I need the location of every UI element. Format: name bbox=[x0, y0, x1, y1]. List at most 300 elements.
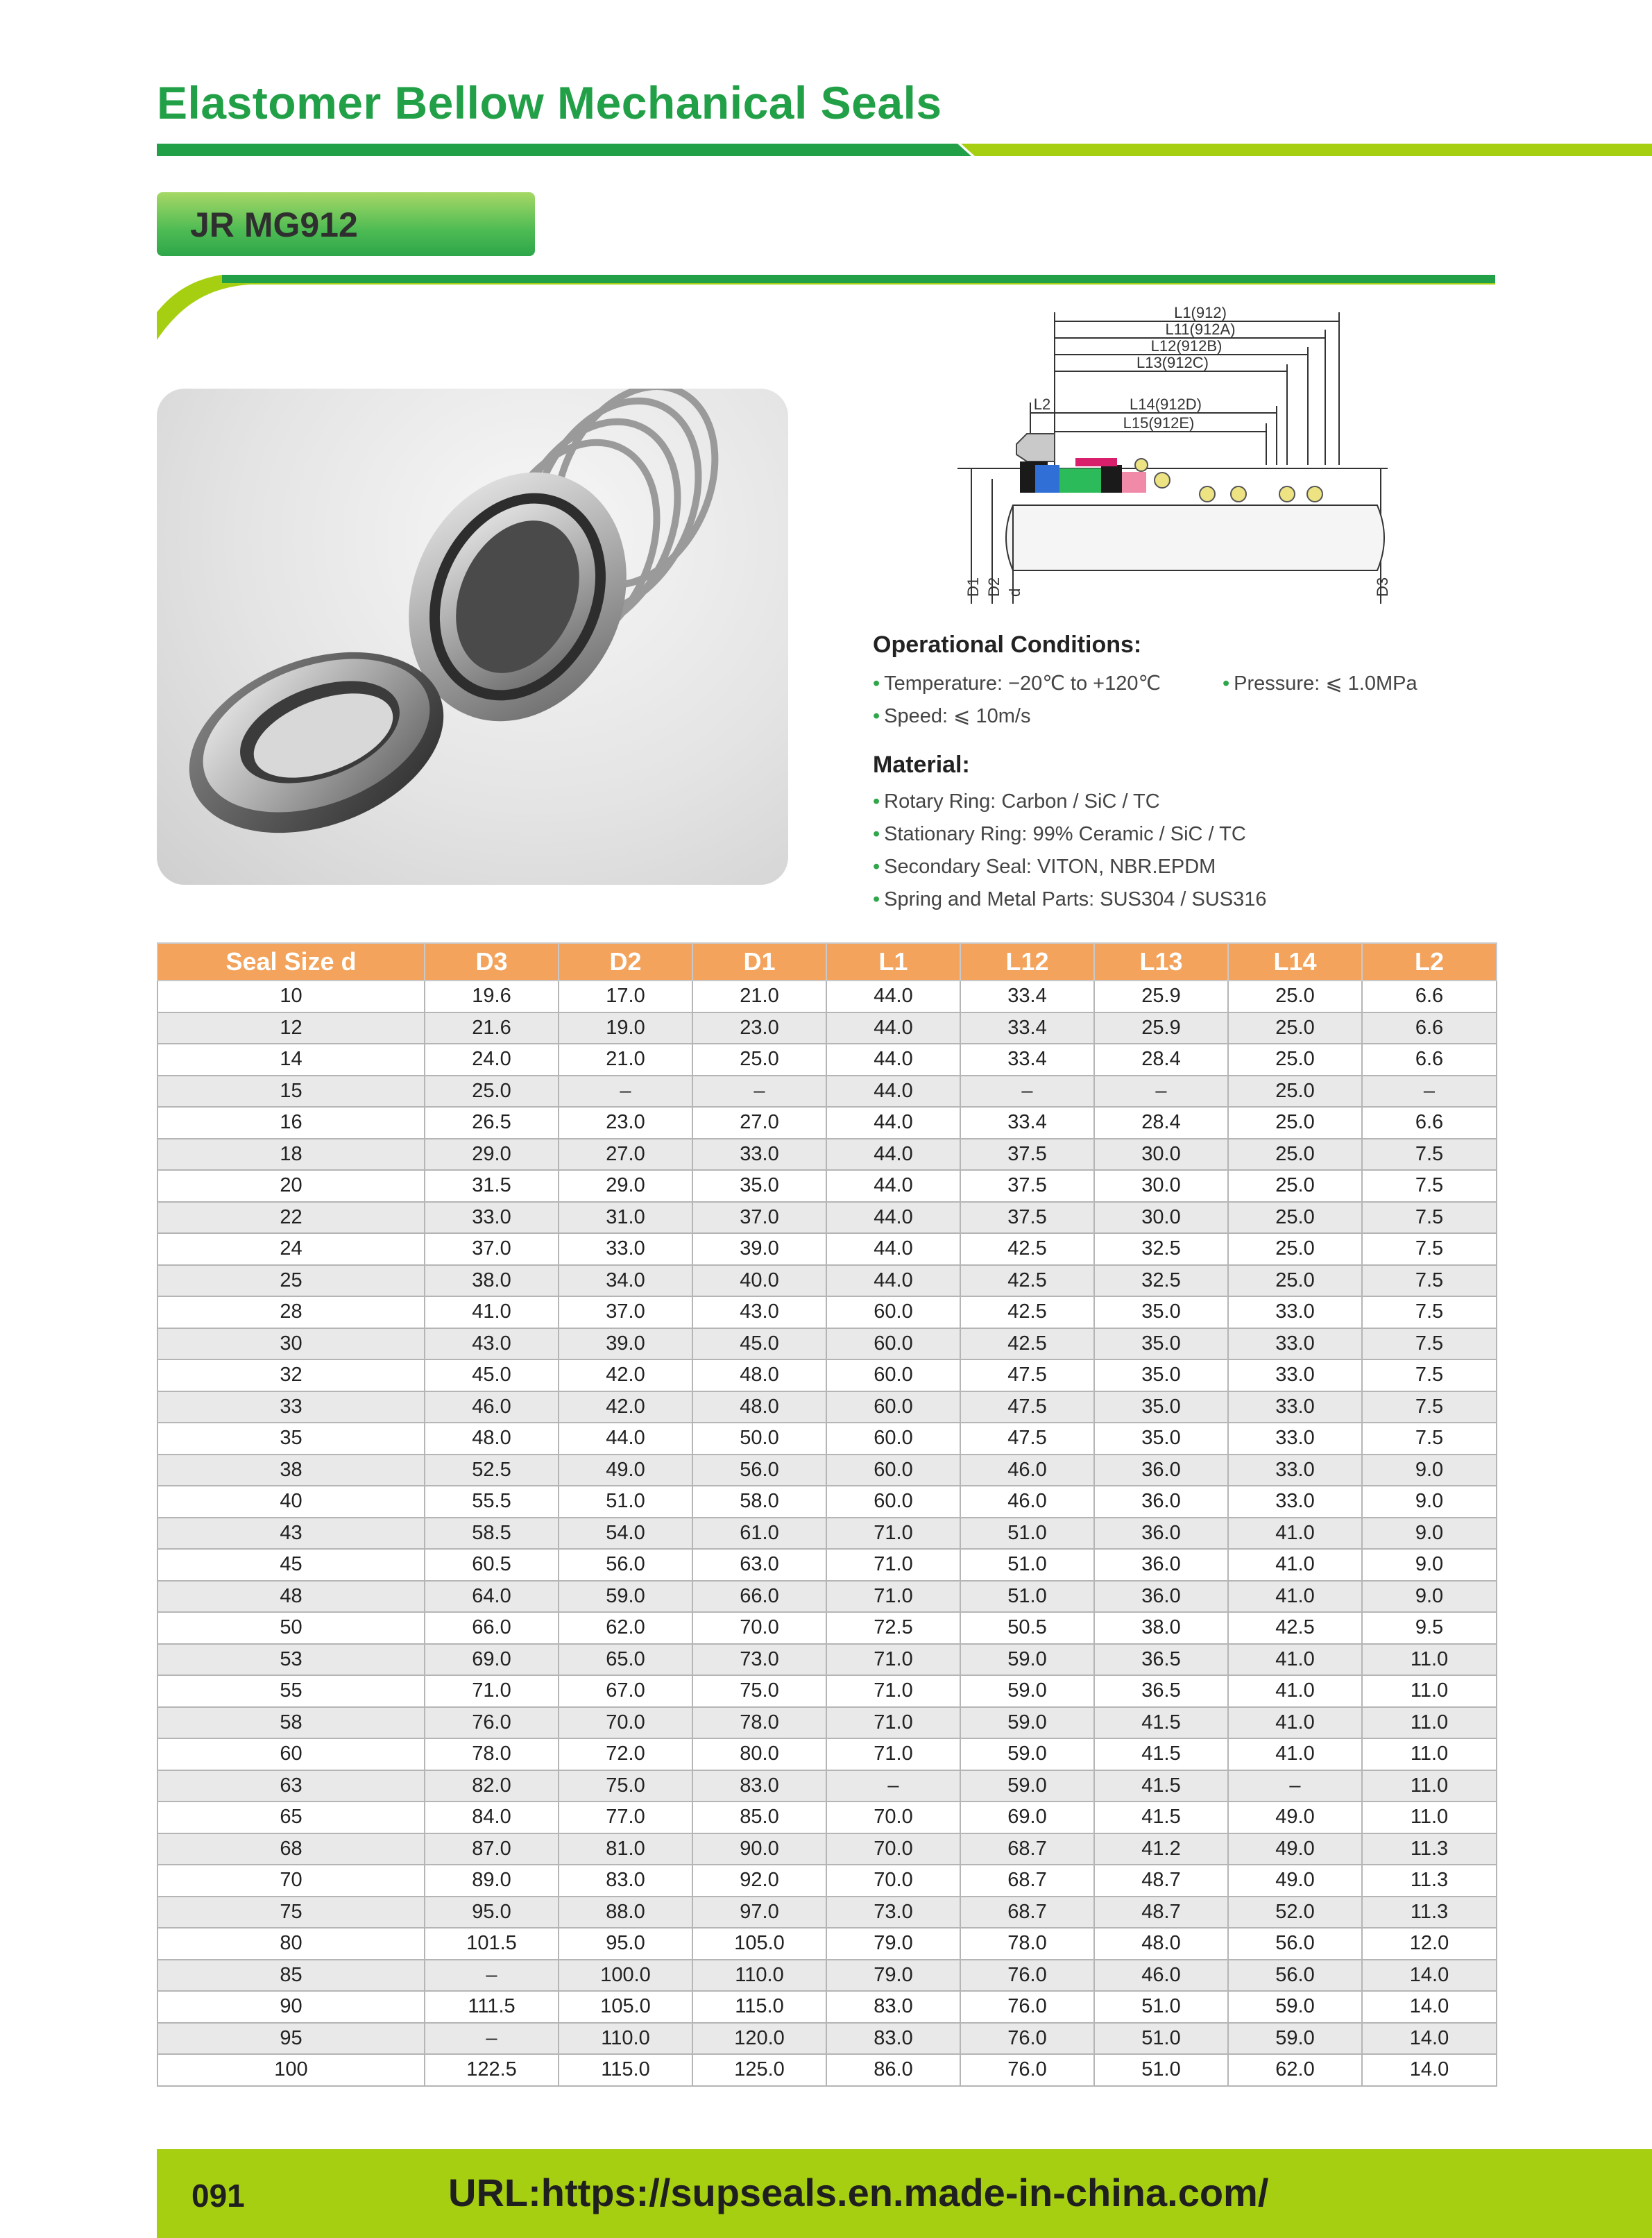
table-cell: 50 bbox=[157, 1612, 425, 1644]
table-cell: 78.0 bbox=[960, 1928, 1094, 1960]
bullet-icon: • bbox=[873, 856, 880, 878]
table-cell: 33.0 bbox=[1228, 1423, 1362, 1455]
table-cell: 52.5 bbox=[425, 1455, 559, 1486]
table-cell: 47.5 bbox=[960, 1391, 1094, 1423]
bullet-icon: • bbox=[873, 790, 880, 813]
table-cell: 29.0 bbox=[425, 1139, 559, 1171]
table-cell: 70.0 bbox=[826, 1802, 960, 1833]
table-cell: 21.0 bbox=[559, 1044, 692, 1076]
table-cell: 48.7 bbox=[1094, 1897, 1228, 1928]
label-l1: L1(912) bbox=[1174, 304, 1227, 321]
table-cell: 33.0 bbox=[1228, 1486, 1362, 1518]
table-cell: 53 bbox=[157, 1644, 425, 1676]
table-cell: 42.5 bbox=[960, 1265, 1094, 1297]
table-cell: 7.5 bbox=[1362, 1202, 1497, 1234]
material-item: • Spring and Metal Parts: SUS304 / SUS316 bbox=[873, 888, 1267, 910]
table-cell: 25.0 bbox=[425, 1076, 559, 1108]
table-cell: 7.5 bbox=[1362, 1139, 1497, 1171]
table-row bbox=[157, 1802, 1497, 1833]
table-cell: 6.6 bbox=[1362, 981, 1497, 1012]
table-cell: 71.0 bbox=[826, 1675, 960, 1707]
table-cell: 75.0 bbox=[692, 1675, 826, 1707]
table-cell: 85.0 bbox=[692, 1802, 826, 1833]
table-cell: 75.0 bbox=[559, 1770, 692, 1802]
table-cell: 36.0 bbox=[1094, 1518, 1228, 1550]
page-title: Elastomer Bellow Mechanical Seals bbox=[157, 77, 942, 128]
table-cell: 51.0 bbox=[960, 1581, 1094, 1613]
table-cell: 65.0 bbox=[559, 1644, 692, 1676]
table-cell: 35 bbox=[157, 1423, 425, 1455]
table-cell: 49.0 bbox=[1228, 1865, 1362, 1897]
table-cell: 15 bbox=[157, 1076, 425, 1108]
table-row bbox=[157, 1518, 1497, 1550]
table-cell: 42.5 bbox=[1228, 1612, 1362, 1644]
table-cell: 36.0 bbox=[1094, 1549, 1228, 1581]
table-cell: 71.0 bbox=[826, 1518, 960, 1550]
table-cell: 20 bbox=[157, 1170, 425, 1202]
table-cell: 37.5 bbox=[960, 1170, 1094, 1202]
table-cell: 78.0 bbox=[425, 1738, 559, 1770]
table-cell: 23.0 bbox=[692, 1012, 826, 1044]
column-header: D1 bbox=[692, 943, 826, 981]
table-header-row bbox=[157, 943, 1497, 981]
table-row bbox=[157, 1076, 1497, 1108]
table-cell: 33.0 bbox=[559, 1233, 692, 1265]
model-prefix: JR bbox=[190, 205, 235, 244]
table-row bbox=[157, 1770, 1497, 1802]
table-cell: 9.0 bbox=[1362, 1518, 1497, 1550]
table-cell: – bbox=[559, 1076, 692, 1108]
table-cell: 56.0 bbox=[692, 1455, 826, 1486]
table-cell: 7.5 bbox=[1362, 1423, 1497, 1455]
table-cell: 59.0 bbox=[960, 1644, 1094, 1676]
table-cell: 70.0 bbox=[826, 1833, 960, 1865]
table-cell: 11.0 bbox=[1362, 1707, 1497, 1739]
table-cell: 11.0 bbox=[1362, 1802, 1497, 1833]
table-cell: 38.0 bbox=[425, 1265, 559, 1297]
table-cell: 89.0 bbox=[425, 1865, 559, 1897]
table-cell: 28.4 bbox=[1094, 1044, 1228, 1076]
table-body bbox=[157, 981, 1497, 2086]
table-cell: 9.0 bbox=[1362, 1486, 1497, 1518]
table-cell: 87.0 bbox=[425, 1833, 559, 1865]
table-cell: 65 bbox=[157, 1802, 425, 1833]
table-cell: 48.7 bbox=[1094, 1865, 1228, 1897]
table-cell: 31.0 bbox=[559, 1202, 692, 1234]
table-row bbox=[157, 1612, 1497, 1644]
table-cell: 37.5 bbox=[960, 1202, 1094, 1234]
table-cell: 60.0 bbox=[826, 1455, 960, 1486]
table-cell: 35.0 bbox=[1094, 1423, 1228, 1455]
table-cell: 30 bbox=[157, 1328, 425, 1360]
table-cell: 41.0 bbox=[1228, 1518, 1362, 1550]
table-cell: 25.0 bbox=[1228, 1265, 1362, 1297]
table-cell: 51.0 bbox=[559, 1486, 692, 1518]
table-cell: 7.5 bbox=[1362, 1170, 1497, 1202]
table-cell: 72.0 bbox=[559, 1738, 692, 1770]
table-cell: 66.0 bbox=[425, 1612, 559, 1644]
table-cell: 59.0 bbox=[559, 1581, 692, 1613]
table-cell: 51.0 bbox=[1094, 1991, 1228, 2023]
table-cell: 70 bbox=[157, 1865, 425, 1897]
table-cell: 59.0 bbox=[960, 1707, 1094, 1739]
table-cell: – bbox=[826, 1770, 960, 1802]
bullet-icon: • bbox=[873, 823, 880, 845]
table-cell: 88.0 bbox=[559, 1897, 692, 1928]
table-cell: 115.0 bbox=[692, 1991, 826, 2023]
table-row bbox=[157, 1455, 1497, 1486]
table-cell: 14.0 bbox=[1362, 1991, 1497, 2023]
table-cell: 36.0 bbox=[1094, 1486, 1228, 1518]
table-cell: 12.0 bbox=[1362, 1928, 1497, 1960]
table-cell: 72.5 bbox=[826, 1612, 960, 1644]
table-cell: 41.5 bbox=[1094, 1738, 1228, 1770]
table-row bbox=[157, 1549, 1497, 1581]
table-cell: 70.0 bbox=[826, 1865, 960, 1897]
table-cell: 9.0 bbox=[1362, 1549, 1497, 1581]
table-cell: 35.0 bbox=[692, 1170, 826, 1202]
table-cell: 84.0 bbox=[425, 1802, 559, 1833]
table-cell: 44.0 bbox=[826, 1044, 960, 1076]
table-cell: 6.6 bbox=[1362, 1107, 1497, 1139]
table-cell: 14.0 bbox=[1362, 2054, 1497, 2086]
table-cell: 44.0 bbox=[826, 1170, 960, 1202]
table-row bbox=[157, 1581, 1497, 1613]
table-cell: 7.5 bbox=[1362, 1359, 1497, 1391]
table-cell: 70.0 bbox=[692, 1612, 826, 1644]
table-cell: 42.0 bbox=[559, 1359, 692, 1391]
table-cell: 71.0 bbox=[826, 1549, 960, 1581]
table-cell: 41.5 bbox=[1094, 1770, 1228, 1802]
table-cell: 32.5 bbox=[1094, 1265, 1228, 1297]
table-cell: 9.0 bbox=[1362, 1455, 1497, 1486]
label-d3: D3 bbox=[1374, 577, 1391, 597]
table-cell: 80.0 bbox=[692, 1738, 826, 1770]
table-cell: 17.0 bbox=[559, 981, 692, 1012]
table-cell: 43.0 bbox=[425, 1328, 559, 1360]
table-row bbox=[157, 1928, 1497, 1960]
table-cell: 41.2 bbox=[1094, 1833, 1228, 1865]
table-cell: 80 bbox=[157, 1928, 425, 1960]
table-cell: 25.0 bbox=[1228, 1139, 1362, 1171]
table-cell: 9.0 bbox=[1362, 1581, 1497, 1613]
table-cell: 90 bbox=[157, 1991, 425, 2023]
table-cell: 10 bbox=[157, 981, 425, 1012]
material-item: • Rotary Ring: Carbon / SiC / TC bbox=[873, 790, 1160, 813]
table-cell: 6.6 bbox=[1362, 1044, 1497, 1076]
table-cell: 36.5 bbox=[1094, 1675, 1228, 1707]
table-cell: 110.0 bbox=[692, 1960, 826, 1992]
table-cell: 36.5 bbox=[1094, 1644, 1228, 1676]
table-cell: 64.0 bbox=[425, 1581, 559, 1613]
table-cell: 33.4 bbox=[960, 981, 1094, 1012]
table-row bbox=[157, 1328, 1497, 1360]
table-row bbox=[157, 1044, 1497, 1076]
table-cell: 35.0 bbox=[1094, 1296, 1228, 1328]
table-cell: 39.0 bbox=[559, 1328, 692, 1360]
table-cell: 55 bbox=[157, 1675, 425, 1707]
table-cell: 49.0 bbox=[1228, 1833, 1362, 1865]
table-cell: 95.0 bbox=[559, 1928, 692, 1960]
table-cell: 97.0 bbox=[692, 1897, 826, 1928]
table-cell: 60.0 bbox=[826, 1359, 960, 1391]
table-cell: 78.0 bbox=[692, 1707, 826, 1739]
table-cell: 50.5 bbox=[960, 1612, 1094, 1644]
table-cell: 63 bbox=[157, 1770, 425, 1802]
table-cell: 83.0 bbox=[559, 1865, 692, 1897]
table-cell: 75 bbox=[157, 1897, 425, 1928]
label-d2: D2 bbox=[985, 577, 1003, 597]
table-cell: 60.0 bbox=[826, 1423, 960, 1455]
table-cell: 41.0 bbox=[425, 1296, 559, 1328]
table-cell: 41.5 bbox=[1094, 1802, 1228, 1833]
table-cell: 43 bbox=[157, 1518, 425, 1550]
table-cell: 76.0 bbox=[960, 2054, 1094, 2086]
table-cell: 25.0 bbox=[1228, 1233, 1362, 1265]
table-row bbox=[157, 1833, 1497, 1865]
table-cell: 61.0 bbox=[692, 1518, 826, 1550]
table-cell: 59.0 bbox=[960, 1770, 1094, 1802]
table-cell: 76.0 bbox=[960, 1991, 1094, 2023]
table-cell: 48.0 bbox=[692, 1391, 826, 1423]
table-cell: 33.0 bbox=[692, 1139, 826, 1171]
table-row bbox=[157, 1865, 1497, 1897]
table-cell: 43.0 bbox=[692, 1296, 826, 1328]
table-cell: 19.6 bbox=[425, 981, 559, 1012]
table-cell: 59.0 bbox=[1228, 2023, 1362, 2055]
table-cell: 36.0 bbox=[1094, 1455, 1228, 1486]
table-cell: 58.5 bbox=[425, 1518, 559, 1550]
table-cell: 60.5 bbox=[425, 1549, 559, 1581]
table-cell: 69.0 bbox=[425, 1644, 559, 1676]
column-header: Seal Size d bbox=[157, 943, 425, 981]
table-cell: 42.5 bbox=[960, 1328, 1094, 1360]
table-cell: 25.0 bbox=[1228, 1170, 1362, 1202]
table-cell: 25.0 bbox=[1228, 1076, 1362, 1108]
table-cell: 71.0 bbox=[425, 1675, 559, 1707]
table-cell: 11.0 bbox=[1362, 1675, 1497, 1707]
table-row bbox=[157, 1423, 1497, 1455]
table-cell: 33.0 bbox=[1228, 1328, 1362, 1360]
table-cell: 7.5 bbox=[1362, 1391, 1497, 1423]
seal-illustration bbox=[157, 389, 788, 885]
table-cell: 25.0 bbox=[1228, 981, 1362, 1012]
table-cell: 56.0 bbox=[559, 1549, 692, 1581]
table-cell: 92.0 bbox=[692, 1865, 826, 1897]
table-cell: 34.0 bbox=[559, 1265, 692, 1297]
table-cell: 33.0 bbox=[425, 1202, 559, 1234]
material-item: • Secondary Seal: VITON, NBR.EPDM bbox=[873, 856, 1216, 878]
table-cell: 7.5 bbox=[1362, 1328, 1497, 1360]
table-cell: – bbox=[692, 1076, 826, 1108]
table-cell: 31.5 bbox=[425, 1170, 559, 1202]
table-cell: 11.0 bbox=[1362, 1738, 1497, 1770]
table-cell: 44.0 bbox=[559, 1423, 692, 1455]
table-row bbox=[157, 1012, 1497, 1044]
table-row bbox=[157, 1644, 1497, 1676]
table-cell: 90.0 bbox=[692, 1833, 826, 1865]
table-cell: 66.0 bbox=[692, 1581, 826, 1613]
table-cell: 45.0 bbox=[425, 1359, 559, 1391]
table-cell: 26.5 bbox=[425, 1107, 559, 1139]
table-cell: 76.0 bbox=[960, 2023, 1094, 2055]
table-row bbox=[157, 1991, 1497, 2023]
table-cell: 51.0 bbox=[960, 1518, 1094, 1550]
footer-url[interactable]: URL:https://supseals.en.made-in-china.com/ bbox=[448, 2171, 1269, 2214]
table-cell: 47.5 bbox=[960, 1359, 1094, 1391]
table-cell: 44.0 bbox=[826, 1139, 960, 1171]
table-cell: 82.0 bbox=[425, 1770, 559, 1802]
table-cell: 58 bbox=[157, 1707, 425, 1739]
table-row bbox=[157, 1391, 1497, 1423]
table-cell: – bbox=[1094, 1076, 1228, 1108]
table-cell: 46.0 bbox=[960, 1486, 1094, 1518]
material-heading: Material: bbox=[873, 752, 970, 778]
label-l14: L14(912D) bbox=[1130, 396, 1202, 413]
table-cell: 70.0 bbox=[559, 1707, 692, 1739]
table-row bbox=[157, 1170, 1497, 1202]
label-l13: L13(912C) bbox=[1136, 354, 1209, 371]
table-cell: 6.6 bbox=[1362, 1012, 1497, 1044]
table-cell: 62.0 bbox=[559, 1612, 692, 1644]
table-cell: 33.4 bbox=[960, 1107, 1094, 1139]
bullet-icon: • bbox=[873, 672, 880, 695]
table-cell: 7.5 bbox=[1362, 1265, 1497, 1297]
table-row bbox=[157, 1107, 1497, 1139]
table-cell: 9.5 bbox=[1362, 1612, 1497, 1644]
table-cell: 37.5 bbox=[960, 1139, 1094, 1171]
model-name: MG912 bbox=[244, 205, 358, 244]
table-cell: 52.0 bbox=[1228, 1897, 1362, 1928]
table-cell: – bbox=[1362, 1076, 1497, 1108]
table-cell: 11.3 bbox=[1362, 1865, 1497, 1897]
speed-item: • Speed: ⩽ 10m/s bbox=[873, 705, 1031, 727]
table-cell: 68 bbox=[157, 1833, 425, 1865]
table-cell: 60.0 bbox=[826, 1391, 960, 1423]
table-row bbox=[157, 1738, 1497, 1770]
table-cell: 35.0 bbox=[1094, 1359, 1228, 1391]
table-cell: 44.0 bbox=[826, 981, 960, 1012]
table-row bbox=[157, 981, 1497, 1012]
table-cell: 115.0 bbox=[559, 2054, 692, 2086]
table-cell: 76.0 bbox=[425, 1707, 559, 1739]
table-row bbox=[157, 1707, 1497, 1739]
table-cell: 56.0 bbox=[1228, 1928, 1362, 1960]
footer-bar bbox=[157, 2149, 1652, 2238]
table-cell: 27.0 bbox=[559, 1139, 692, 1171]
table-cell: 12 bbox=[157, 1012, 425, 1044]
table-cell: 38 bbox=[157, 1455, 425, 1486]
table-cell: 33.0 bbox=[1228, 1296, 1362, 1328]
table-cell: 60 bbox=[157, 1738, 425, 1770]
table-cell: 36.0 bbox=[1094, 1581, 1228, 1613]
table-cell: 27.0 bbox=[692, 1107, 826, 1139]
table-cell: 83.0 bbox=[826, 1991, 960, 2023]
column-header: D3 bbox=[425, 943, 559, 981]
column-header: L1 bbox=[826, 943, 960, 981]
table-cell: – bbox=[425, 1960, 559, 1992]
table-cell: 30.0 bbox=[1094, 1139, 1228, 1171]
table-cell: 41.5 bbox=[1094, 1707, 1228, 1739]
table-cell: 42.5 bbox=[960, 1296, 1094, 1328]
table-cell: 60.0 bbox=[826, 1486, 960, 1518]
label-l15: L15(912E) bbox=[1123, 414, 1195, 432]
table-cell: 25 bbox=[157, 1265, 425, 1297]
table-cell: 48.0 bbox=[425, 1423, 559, 1455]
table-cell: 30.0 bbox=[1094, 1170, 1228, 1202]
table-cell: 41.0 bbox=[1228, 1738, 1362, 1770]
table-cell: 40.0 bbox=[692, 1265, 826, 1297]
bullet-icon: • bbox=[1223, 672, 1230, 695]
table-cell: 41.0 bbox=[1228, 1581, 1362, 1613]
table-cell: 7.5 bbox=[1362, 1233, 1497, 1265]
table-cell: 120.0 bbox=[692, 2023, 826, 2055]
table-cell: 100 bbox=[157, 2054, 425, 2086]
table-cell: 42.5 bbox=[960, 1233, 1094, 1265]
table-cell: 25.0 bbox=[692, 1044, 826, 1076]
table-cell: 63.0 bbox=[692, 1549, 826, 1581]
table-cell: 38.0 bbox=[1094, 1612, 1228, 1644]
table-row bbox=[157, 1202, 1497, 1234]
table-cell: 46.0 bbox=[1094, 1960, 1228, 1992]
table-cell: 62.0 bbox=[1228, 2054, 1362, 2086]
table-cell: 37.0 bbox=[425, 1233, 559, 1265]
table-cell: 48.0 bbox=[1094, 1928, 1228, 1960]
table-row bbox=[157, 1296, 1497, 1328]
model-badge bbox=[157, 192, 535, 256]
table-cell: 11.3 bbox=[1362, 1897, 1497, 1928]
table-cell: 46.0 bbox=[425, 1391, 559, 1423]
table-cell: 39.0 bbox=[692, 1233, 826, 1265]
table-cell: 46.0 bbox=[960, 1455, 1094, 1486]
table-cell: 71.0 bbox=[826, 1644, 960, 1676]
table-cell: 11.0 bbox=[1362, 1644, 1497, 1676]
table-cell: 11.3 bbox=[1362, 1833, 1497, 1865]
table-cell: 48.0 bbox=[692, 1359, 826, 1391]
table-cell: 41.0 bbox=[1228, 1707, 1362, 1739]
label-l11: L11(912A) bbox=[1165, 321, 1236, 338]
table-cell: 83.0 bbox=[692, 1770, 826, 1802]
table-cell: 71.0 bbox=[826, 1707, 960, 1739]
table-row bbox=[157, 1233, 1497, 1265]
column-header: D2 bbox=[559, 943, 692, 981]
column-header: L12 bbox=[960, 943, 1094, 981]
table-cell: 44.0 bbox=[826, 1107, 960, 1139]
table-cell: 41.0 bbox=[1228, 1549, 1362, 1581]
table-cell: 14 bbox=[157, 1044, 425, 1076]
table-row bbox=[157, 1960, 1497, 1992]
label-l12: L12(912B) bbox=[1150, 337, 1223, 355]
table-cell: 41.0 bbox=[1228, 1644, 1362, 1676]
table-row bbox=[157, 1486, 1497, 1518]
table-cell: 44.0 bbox=[826, 1233, 960, 1265]
table-cell: 100.0 bbox=[559, 1960, 692, 1992]
table-cell: 68.7 bbox=[960, 1865, 1094, 1897]
table-cell: 32.5 bbox=[1094, 1233, 1228, 1265]
table-cell: 11.0 bbox=[1362, 1770, 1497, 1802]
table-cell: 95.0 bbox=[425, 1897, 559, 1928]
table-cell: 35.0 bbox=[1094, 1328, 1228, 1360]
table-row bbox=[157, 1675, 1497, 1707]
table-cell: 32 bbox=[157, 1359, 425, 1391]
table-cell: 25.0 bbox=[1228, 1044, 1362, 1076]
table-cell: 40 bbox=[157, 1486, 425, 1518]
table-row bbox=[157, 1265, 1497, 1297]
table-cell: 48 bbox=[157, 1581, 425, 1613]
column-header: L2 bbox=[1362, 943, 1497, 981]
table-cell: 14.0 bbox=[1362, 2023, 1497, 2055]
table-cell: 110.0 bbox=[559, 2023, 692, 2055]
